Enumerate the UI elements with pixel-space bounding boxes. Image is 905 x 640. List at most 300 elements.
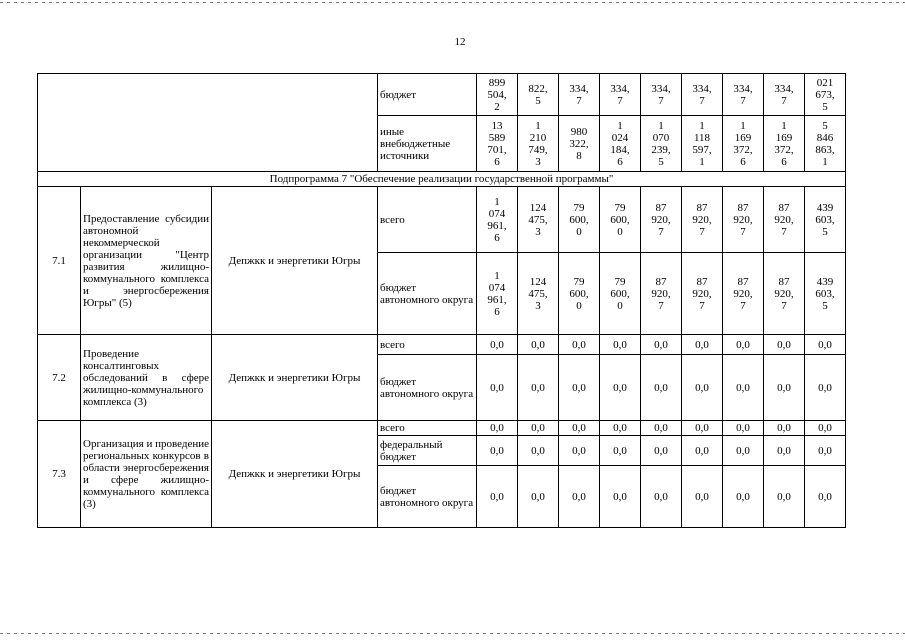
value-cell bbox=[600, 187, 641, 253]
value-cell bbox=[805, 421, 846, 436]
value-stack bbox=[602, 422, 638, 434]
value-line: 1 bbox=[535, 119, 541, 132]
value-line: 3 bbox=[535, 155, 541, 168]
value-line: 6 bbox=[740, 155, 746, 168]
value-stack bbox=[520, 445, 556, 457]
value-line: 334, bbox=[610, 82, 630, 95]
value-line: 6 bbox=[494, 231, 500, 244]
value-stack bbox=[766, 422, 802, 434]
value-line: 0,0 bbox=[777, 338, 791, 351]
value-cell bbox=[723, 116, 764, 172]
value-line: 5 bbox=[822, 119, 828, 132]
value-cell bbox=[764, 253, 805, 335]
value-cell bbox=[641, 421, 682, 436]
value-line: 0,0 bbox=[572, 381, 586, 394]
value-stack bbox=[725, 120, 761, 168]
value-cell bbox=[682, 335, 723, 355]
value-cell bbox=[723, 421, 764, 436]
value-line: 0,0 bbox=[490, 422, 504, 434]
value-line: 822, bbox=[528, 82, 548, 95]
value-cell bbox=[641, 74, 682, 116]
value-line: 0,0 bbox=[777, 444, 791, 457]
value-line: 7 bbox=[699, 225, 705, 238]
activity-name: Предоставление субсидии автономной некоммерческой организации "Центр развития жилищно-коммунального комплекса и энергосбережения Югры" (5) bbox=[81, 187, 212, 335]
value-line: 79 bbox=[614, 275, 626, 288]
funding-source-cell: иные внебюджетные источники bbox=[378, 116, 477, 172]
value-cell bbox=[723, 187, 764, 253]
value-cell bbox=[723, 355, 764, 421]
value-stack bbox=[684, 339, 720, 351]
value-stack bbox=[520, 491, 556, 503]
value-line: 7 bbox=[658, 225, 664, 238]
value-stack bbox=[602, 445, 638, 457]
value-line: 0 bbox=[617, 225, 623, 238]
value-stack bbox=[807, 77, 843, 113]
value-stack bbox=[602, 339, 638, 351]
value-cell bbox=[600, 421, 641, 436]
value-stack bbox=[479, 422, 515, 434]
value-stack bbox=[520, 276, 556, 312]
value-line: 7 bbox=[699, 94, 705, 107]
value-cell bbox=[518, 421, 559, 436]
value-stack bbox=[479, 270, 515, 318]
value-line: 0,0 bbox=[695, 422, 709, 434]
funding-source-cell: бюджет автономного округа bbox=[378, 355, 477, 421]
value-cell bbox=[723, 74, 764, 116]
value-cell bbox=[477, 74, 518, 116]
value-cell bbox=[559, 466, 600, 528]
value-stack bbox=[684, 445, 720, 457]
value-stack bbox=[766, 339, 802, 351]
value-cell bbox=[559, 74, 600, 116]
value-stack bbox=[725, 83, 761, 107]
value-line: 749, bbox=[528, 143, 548, 156]
value-line: 1 bbox=[699, 119, 705, 132]
activity-row bbox=[38, 421, 846, 436]
value-stack bbox=[684, 83, 720, 107]
value-line: 0,0 bbox=[777, 490, 791, 503]
value-cell bbox=[600, 74, 641, 116]
value-stack bbox=[684, 422, 720, 434]
value-cell bbox=[559, 421, 600, 436]
value-line: 7 bbox=[740, 225, 746, 238]
activity-name: Проведение консалтинговых обследований в сфере жилищно-коммунального комплекса (3) bbox=[81, 335, 212, 421]
value-cell bbox=[477, 421, 518, 436]
value-cell bbox=[764, 335, 805, 355]
value-stack bbox=[684, 120, 720, 168]
value-line: 0,0 bbox=[818, 338, 832, 351]
value-cell bbox=[764, 421, 805, 436]
value-line: 0,0 bbox=[736, 422, 750, 434]
value-line: 0 bbox=[617, 299, 623, 312]
value-cell bbox=[641, 116, 682, 172]
value-stack bbox=[725, 445, 761, 457]
value-cell bbox=[682, 421, 723, 436]
value-line: 1 bbox=[617, 119, 623, 132]
value-line: 589 bbox=[488, 131, 506, 144]
value-stack bbox=[807, 382, 843, 394]
value-line: 0,0 bbox=[531, 338, 545, 351]
value-cell bbox=[682, 253, 723, 335]
value-line: 0,0 bbox=[531, 381, 545, 394]
value-cell bbox=[723, 335, 764, 355]
value-line: 334, bbox=[692, 82, 712, 95]
funding-source-cell: всего bbox=[378, 421, 477, 436]
value-line: 0,0 bbox=[613, 338, 627, 351]
value-stack bbox=[561, 276, 597, 312]
value-line: 0,0 bbox=[490, 490, 504, 503]
value-line: 603, bbox=[815, 213, 835, 226]
value-line: 1 bbox=[494, 195, 500, 208]
value-line: 0,0 bbox=[695, 490, 709, 503]
value-stack bbox=[479, 382, 515, 394]
value-cell bbox=[805, 335, 846, 355]
value-line: 600, bbox=[569, 213, 589, 226]
value-line: 7 bbox=[617, 94, 623, 107]
value-stack bbox=[643, 276, 679, 312]
value-stack bbox=[643, 120, 679, 168]
value-cell bbox=[764, 187, 805, 253]
value-line: 169 bbox=[775, 131, 793, 144]
value-stack bbox=[520, 339, 556, 351]
value-line: 074 bbox=[488, 207, 506, 220]
value-stack bbox=[561, 83, 597, 107]
funding-source-cell: бюджет автономного округа bbox=[378, 466, 477, 528]
value-cell bbox=[518, 74, 559, 116]
value-line: 024 bbox=[611, 131, 629, 144]
value-line: 239, bbox=[651, 143, 671, 156]
value-line: 372, bbox=[774, 143, 794, 156]
value-stack bbox=[602, 276, 638, 312]
value-line: 7 bbox=[699, 299, 705, 312]
value-line: 961, bbox=[487, 219, 507, 232]
value-cell bbox=[518, 335, 559, 355]
value-line: 7 bbox=[658, 94, 664, 107]
value-stack bbox=[725, 276, 761, 312]
value-line: 0,0 bbox=[777, 381, 791, 394]
value-stack bbox=[725, 491, 761, 503]
value-line: 597, bbox=[692, 143, 712, 156]
value-cell bbox=[559, 187, 600, 253]
value-line: 5 bbox=[535, 94, 541, 107]
value-stack bbox=[766, 276, 802, 312]
value-stack bbox=[643, 83, 679, 107]
value-stack bbox=[684, 202, 720, 238]
value-stack bbox=[766, 202, 802, 238]
value-cell bbox=[805, 355, 846, 421]
value-line: 118 bbox=[693, 131, 711, 144]
value-stack bbox=[520, 382, 556, 394]
value-stack bbox=[479, 120, 515, 168]
value-line: 184, bbox=[610, 143, 630, 156]
value-line: 87 bbox=[737, 275, 749, 288]
value-line: 7 bbox=[576, 94, 582, 107]
value-cell bbox=[477, 116, 518, 172]
value-line: 169 bbox=[734, 131, 752, 144]
scan-top-edge bbox=[0, 2, 905, 3]
value-stack bbox=[807, 120, 843, 168]
value-line: 0,0 bbox=[572, 422, 586, 434]
value-line: 6 bbox=[781, 155, 787, 168]
value-stack bbox=[725, 422, 761, 434]
continuation-blank-cell bbox=[38, 74, 378, 172]
value-line: 863, bbox=[815, 143, 835, 156]
funding-source-cell: всего bbox=[378, 187, 477, 253]
value-line: 600, bbox=[610, 213, 630, 226]
value-cell bbox=[641, 187, 682, 253]
value-line: 0,0 bbox=[736, 490, 750, 503]
value-line: 0,0 bbox=[818, 381, 832, 394]
value-cell bbox=[641, 253, 682, 335]
value-line: 0,0 bbox=[531, 490, 545, 503]
value-line: 13 bbox=[491, 119, 503, 132]
value-cell bbox=[477, 355, 518, 421]
activity-number: 7.3 bbox=[38, 421, 81, 528]
value-line: 0,0 bbox=[818, 490, 832, 503]
value-line: 334, bbox=[774, 82, 794, 95]
value-line: 79 bbox=[614, 201, 626, 214]
value-cell bbox=[477, 187, 518, 253]
activity-executor: Депжкк и энергетики Югры bbox=[212, 335, 378, 421]
value-cell bbox=[477, 335, 518, 355]
value-line: 439 bbox=[816, 201, 834, 214]
page-number: 12 bbox=[454, 36, 466, 48]
value-line: 600, bbox=[610, 287, 630, 300]
value-stack bbox=[766, 382, 802, 394]
value-cell bbox=[682, 466, 723, 528]
value-line: 0,0 bbox=[736, 444, 750, 457]
value-cell bbox=[723, 466, 764, 528]
value-stack bbox=[643, 491, 679, 503]
value-stack bbox=[561, 339, 597, 351]
value-stack bbox=[520, 83, 556, 107]
value-line: 0,0 bbox=[818, 444, 832, 457]
funding-source-cell: всего bbox=[378, 335, 477, 355]
value-stack bbox=[520, 422, 556, 434]
value-line: 673, bbox=[815, 88, 835, 101]
subprogram-row bbox=[38, 172, 846, 187]
value-cell bbox=[641, 335, 682, 355]
value-cell bbox=[805, 253, 846, 335]
value-line: 1 bbox=[658, 119, 664, 132]
value-line: 124 bbox=[529, 201, 547, 214]
value-line: 334, bbox=[651, 82, 671, 95]
value-stack bbox=[602, 491, 638, 503]
funding-source-cell: бюджет автономного округа bbox=[378, 253, 477, 335]
value-cell bbox=[600, 355, 641, 421]
activity-number: 7.2 bbox=[38, 335, 81, 421]
value-stack bbox=[725, 339, 761, 351]
value-stack bbox=[602, 120, 638, 168]
value-cell bbox=[600, 253, 641, 335]
value-cell bbox=[641, 466, 682, 528]
value-line: 7 bbox=[781, 94, 787, 107]
value-line: 87 bbox=[696, 275, 708, 288]
value-line: 6 bbox=[494, 305, 500, 318]
funding-source-cell: бюджет bbox=[378, 74, 477, 116]
table-body bbox=[38, 74, 846, 528]
value-line: 0,0 bbox=[572, 490, 586, 503]
activity-executor: Депжкк и энергетики Югры bbox=[212, 421, 378, 528]
value-cell bbox=[805, 466, 846, 528]
value-cell bbox=[600, 335, 641, 355]
value-cell bbox=[600, 466, 641, 528]
activity-name: Организация и проведение региональных конкурсов в области энергосбережения и сфере жилищно-коммунального комплекса (3) bbox=[81, 421, 212, 528]
value-line: 7 bbox=[781, 299, 787, 312]
value-line: 920, bbox=[774, 287, 794, 300]
value-cell bbox=[682, 187, 723, 253]
value-line: 0,0 bbox=[654, 490, 668, 503]
value-line: 322, bbox=[569, 137, 589, 150]
value-stack bbox=[643, 382, 679, 394]
activity-executor: Депжкк и энергетики Югры bbox=[212, 187, 378, 335]
value-stack bbox=[807, 445, 843, 457]
value-line: 0,0 bbox=[695, 381, 709, 394]
value-cell bbox=[764, 436, 805, 466]
value-line: 920, bbox=[651, 287, 671, 300]
value-cell bbox=[518, 436, 559, 466]
value-line: 0,0 bbox=[572, 444, 586, 457]
value-cell bbox=[559, 116, 600, 172]
value-line: 021 bbox=[816, 76, 834, 89]
value-stack bbox=[684, 276, 720, 312]
value-line: 0,0 bbox=[613, 490, 627, 503]
value-line: 0,0 bbox=[695, 444, 709, 457]
value-cell bbox=[477, 436, 518, 466]
value-line: 0,0 bbox=[490, 381, 504, 394]
value-cell bbox=[559, 436, 600, 466]
value-line: 0,0 bbox=[736, 338, 750, 351]
value-line: 87 bbox=[778, 201, 790, 214]
value-line: 1 bbox=[781, 119, 787, 132]
value-line: 3 bbox=[535, 225, 541, 238]
value-stack bbox=[520, 120, 556, 168]
value-cell bbox=[723, 253, 764, 335]
value-line: 87 bbox=[696, 201, 708, 214]
value-stack bbox=[766, 491, 802, 503]
value-line: 5 bbox=[822, 225, 828, 238]
value-stack bbox=[479, 77, 515, 113]
value-line: 0,0 bbox=[777, 422, 791, 434]
value-stack bbox=[807, 202, 843, 238]
value-cell bbox=[764, 116, 805, 172]
value-cell bbox=[518, 355, 559, 421]
value-line: 7 bbox=[781, 225, 787, 238]
value-cell bbox=[723, 436, 764, 466]
value-line: 920, bbox=[774, 213, 794, 226]
value-line: 070 bbox=[652, 131, 670, 144]
value-line: 7 bbox=[658, 299, 664, 312]
value-stack bbox=[561, 126, 597, 162]
value-line: 439 bbox=[816, 275, 834, 288]
value-line: 2 bbox=[494, 100, 500, 113]
value-line: 603, bbox=[815, 287, 835, 300]
value-cell bbox=[477, 466, 518, 528]
value-cell bbox=[641, 355, 682, 421]
value-stack bbox=[602, 83, 638, 107]
value-stack bbox=[561, 422, 597, 434]
continuation-row bbox=[38, 74, 846, 116]
value-line: 920, bbox=[651, 213, 671, 226]
value-cell bbox=[518, 466, 559, 528]
value-line: 920, bbox=[692, 287, 712, 300]
value-line: 334, bbox=[733, 82, 753, 95]
value-line: 0,0 bbox=[736, 381, 750, 394]
value-line: 87 bbox=[655, 275, 667, 288]
scan-bottom-edge bbox=[0, 633, 905, 634]
budget-table bbox=[37, 73, 846, 528]
value-stack bbox=[602, 382, 638, 394]
subprogram-title: Подпрограмма 7 "Обеспечение реализации государственной программы" bbox=[38, 172, 846, 187]
value-line: 0,0 bbox=[531, 444, 545, 457]
value-line: 372, bbox=[733, 143, 753, 156]
value-line: 210 bbox=[529, 131, 547, 144]
value-cell bbox=[764, 355, 805, 421]
value-stack bbox=[643, 422, 679, 434]
value-line: 0 bbox=[576, 225, 582, 238]
value-line: 3 bbox=[535, 299, 541, 312]
value-stack bbox=[479, 339, 515, 351]
value-stack bbox=[807, 276, 843, 312]
value-line: 6 bbox=[494, 155, 500, 168]
value-cell bbox=[559, 335, 600, 355]
value-line: 504, bbox=[487, 88, 507, 101]
value-line: 961, bbox=[487, 293, 507, 306]
value-line: 980 bbox=[570, 125, 588, 138]
value-line: 074 bbox=[488, 281, 506, 294]
value-line: 5 bbox=[822, 299, 828, 312]
value-line: 0 bbox=[576, 299, 582, 312]
value-line: 1 bbox=[494, 269, 500, 282]
value-line: 87 bbox=[737, 201, 749, 214]
value-line: 1 bbox=[699, 155, 705, 168]
value-line: 1 bbox=[740, 119, 746, 132]
value-stack bbox=[766, 445, 802, 457]
value-cell bbox=[682, 116, 723, 172]
value-line: 920, bbox=[692, 213, 712, 226]
value-cell bbox=[805, 436, 846, 466]
value-cell bbox=[805, 116, 846, 172]
value-line: 0,0 bbox=[695, 338, 709, 351]
activity-row bbox=[38, 187, 846, 253]
value-cell bbox=[682, 74, 723, 116]
value-cell bbox=[764, 466, 805, 528]
value-line: 0,0 bbox=[654, 422, 668, 434]
value-stack bbox=[807, 422, 843, 434]
value-line: 920, bbox=[733, 287, 753, 300]
value-line: 0,0 bbox=[818, 422, 832, 434]
value-stack bbox=[725, 202, 761, 238]
value-line: 846 bbox=[816, 131, 834, 144]
value-line: 475, bbox=[528, 213, 548, 226]
value-line: 87 bbox=[778, 275, 790, 288]
value-line: 0,0 bbox=[490, 444, 504, 457]
value-line: 600, bbox=[569, 287, 589, 300]
value-line: 899 bbox=[488, 76, 506, 89]
value-line: 0,0 bbox=[613, 444, 627, 457]
value-stack bbox=[807, 339, 843, 351]
value-stack bbox=[643, 202, 679, 238]
value-line: 920, bbox=[733, 213, 753, 226]
value-line: 0,0 bbox=[490, 338, 504, 351]
value-stack bbox=[561, 202, 597, 238]
value-line: 5 bbox=[822, 100, 828, 113]
value-line: 7 bbox=[740, 299, 746, 312]
value-stack bbox=[520, 202, 556, 238]
value-cell bbox=[641, 436, 682, 466]
value-line: 8 bbox=[576, 149, 582, 162]
value-line: 6 bbox=[617, 155, 623, 168]
